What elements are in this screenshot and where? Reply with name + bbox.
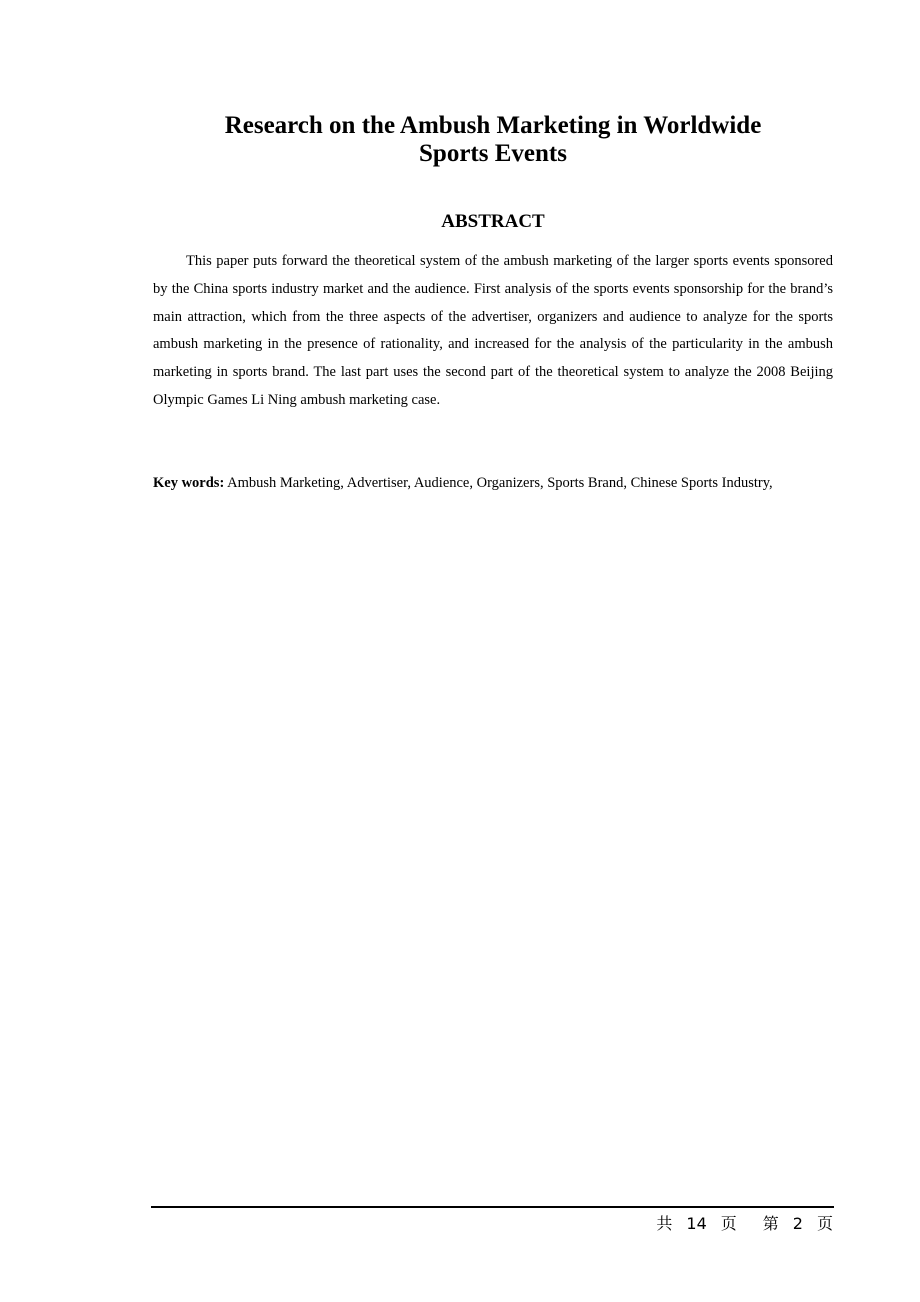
footer-divider bbox=[151, 1206, 834, 1208]
page-counter bbox=[600, 1212, 833, 1236]
abstract-heading: ABSTRACT bbox=[441, 211, 545, 232]
total-pages-count: 14 bbox=[686, 1214, 707, 1233]
paper-title-line-1: Research on the Ambush Marketing in Worldwide bbox=[224, 112, 762, 139]
paper-title-line-2: Sports Events bbox=[419, 140, 567, 167]
abstract-paragraph: This paper puts forward the theoretical system of the ambush marketing of the larger sports events sponsored by the China sports industry market and the audience. First analysis of the sports events sponsorship for the brand’s main attraction, which from the three aspects of the advertiser, organizers and audience to analyze for the sports ambush marketing in the presence of rationality, and increased for the analysis of the particularity in the ambush marketing in sports brand. The last part uses the second part of the theoretical system to analyze the 2008 Beijing Olympic Games Li Ning ambush marketing case. bbox=[153, 253, 833, 408]
current-page-suffix: 页 bbox=[816, 1214, 833, 1233]
total-pages-prefix: 共 bbox=[656, 1214, 673, 1233]
keywords-label: Key words: bbox=[153, 475, 225, 491]
current-page-number: 2 bbox=[792, 1214, 803, 1233]
total-pages-suffix: 页 bbox=[720, 1214, 737, 1233]
keywords-paragraph bbox=[153, 470, 833, 498]
keywords-list: Ambush Marketing, Advertiser, Audience, Organizers, Sports Brand, Chinese Sports Industry, bbox=[227, 475, 773, 491]
current-page-prefix: 第 bbox=[762, 1214, 779, 1233]
paper-title bbox=[153, 112, 833, 168]
